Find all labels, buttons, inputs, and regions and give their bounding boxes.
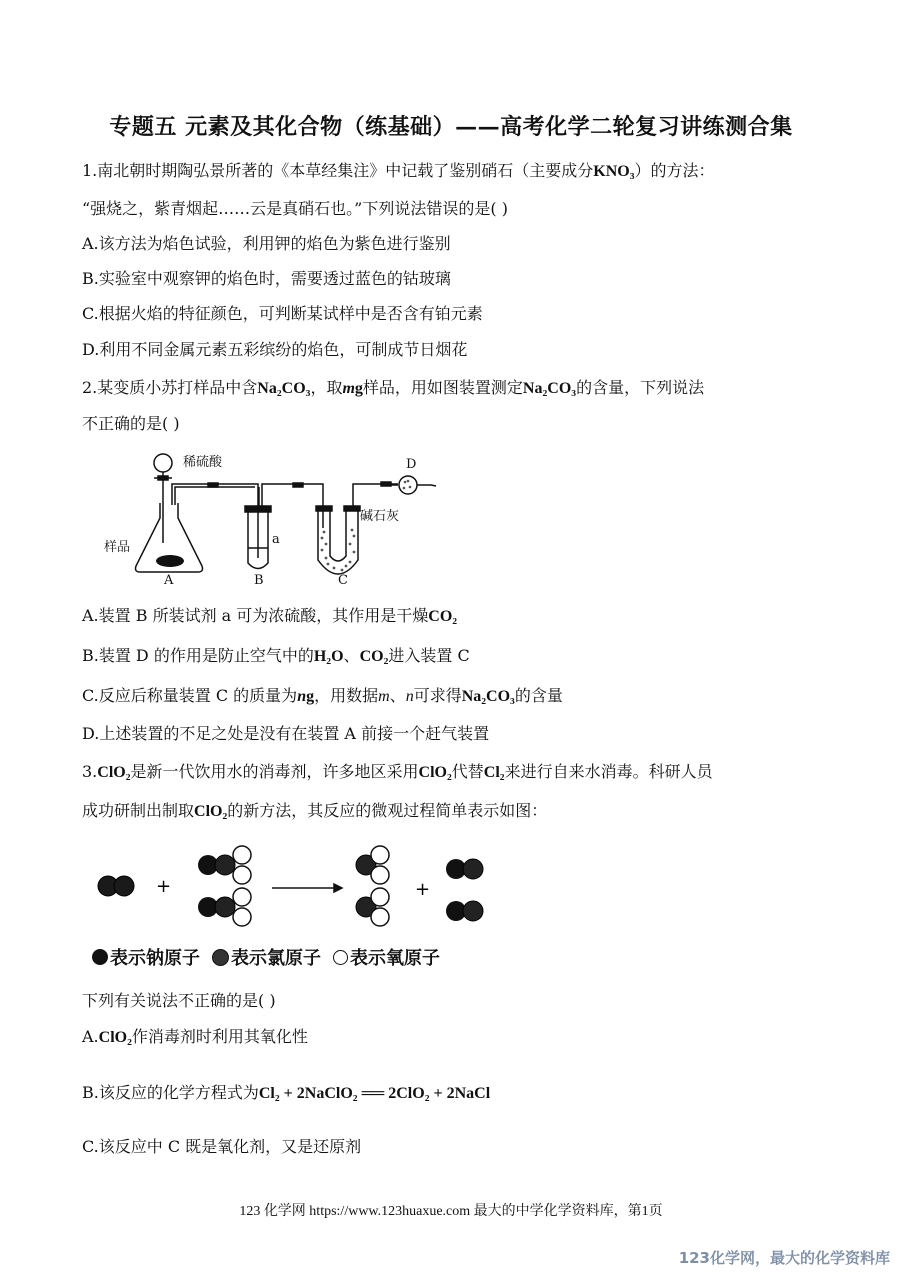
q2-stem-a: 2.某变质小苏打样品中含: [82, 378, 258, 397]
q1-chem-kno3: KNO₃: [593, 163, 635, 180]
legend-chlorine-label: 表示氯原子: [231, 948, 321, 969]
q2-opt-c-text2: ，用数据: [314, 686, 379, 705]
q1-stem-a: 1.南北朝时期陶弘景所著的《本草经集注》中记载了鉴别硝石（主要成分: [82, 161, 594, 180]
label-c: C: [338, 573, 348, 588]
reaction-diagram: [90, 843, 510, 938]
q1-stem-line2: “强烧之，紫青烟起……云是真硝石也。”下列说法错误的是( ): [82, 199, 508, 218]
apparatus-figure: [98, 448, 448, 588]
q3-line2-b: 的新方法，其反应的微观过程简单表示如图：: [227, 801, 548, 820]
reaction-arrow: [272, 884, 342, 892]
sodium-atom-icon: [92, 949, 108, 965]
q3-stem-line1: [82, 759, 713, 782]
u-tube-c: [318, 508, 358, 574]
q3-chem-clo2-2: ClO₂: [418, 764, 452, 781]
product-clo2-molecule-1: [356, 846, 389, 884]
plus-sign-1: +: [156, 876, 172, 897]
q2-stem-line2: 不正确的是( ): [82, 414, 180, 433]
q2-opt-b-text2: 进入装置 C: [388, 646, 470, 665]
tube-c-d: [353, 484, 398, 508]
reactant-naclo2-molecule-1: [198, 846, 251, 884]
q2-opt-c-text4: 的含量: [514, 686, 563, 705]
q3-chem-cl2: Cl₂: [483, 764, 505, 781]
label-b: B: [254, 573, 264, 588]
product-nacl-molecule-2: [446, 901, 483, 921]
q3-chem-clo2-3: ClO₂: [194, 803, 228, 820]
q2-option-a: [82, 603, 457, 626]
q2-option-b: [82, 643, 470, 666]
q3-stem-line2: [82, 798, 547, 821]
atom-legend: [92, 944, 452, 970]
page-title: 专题五 元素及其化合物（练基础）——高考化学二轮复习讲练测合集: [109, 114, 793, 140]
q2-stem-line1: [82, 375, 704, 398]
q2-stem-c: 样品，用如图装置测定: [362, 378, 523, 397]
q3-question: 下列有关说法不正确的是( ): [82, 991, 276, 1010]
q3-equation: Cl₂ + 2NaClO₂ ══ 2ClO₂ + 2NaCl: [258, 1085, 491, 1102]
q3-text-c: 来进行自来水消毒。科研人员: [504, 762, 713, 781]
legend-chlorine: [212, 944, 321, 970]
q2-opt-c-n: n: [405, 688, 414, 705]
q2-opt-c-text: C.反应后称量装置 C 的质量为: [82, 686, 298, 705]
q1-option-a: A.该方法为焰色试验，利用钾的焰色为紫色进行鉴别: [82, 234, 451, 253]
product-nacl-molecule-1: [446, 859, 483, 879]
q2-chem-na2co3-2: Na₂CO₃: [522, 380, 577, 397]
label-sample: 样品: [104, 540, 131, 555]
q2-mass-var: m: [342, 380, 355, 397]
funnel-bulb: [154, 454, 172, 472]
q2-opt-b-h2o: H₂O: [313, 648, 344, 665]
site-watermark: 123化学网，最大的化学资料库: [678, 1249, 890, 1267]
product-clo2-molecule-2: [356, 888, 389, 926]
drying-tube-d: [399, 476, 417, 494]
q3-opt-a-text: 作消毒剂时利用其氧化性: [131, 1027, 308, 1046]
legend-sodium: [92, 944, 200, 970]
tube-a-b: [172, 484, 258, 558]
q2-unit-g: g: [354, 380, 363, 397]
q1-stem-b: ）的方法：: [634, 161, 715, 180]
q3-line2-a: 成功研制出制取: [82, 801, 195, 820]
q2-opt-c-sep: 、: [389, 686, 406, 705]
q3-opt-b-text: B.该反应的化学方程式为: [82, 1083, 259, 1102]
legend-sodium-label: 表示钠原子: [110, 948, 200, 969]
q2-opt-c-chem: Na₂CO₃: [461, 688, 515, 705]
plus-sign-2: +: [415, 879, 431, 900]
q2-opt-b-co2: CO₂: [359, 648, 389, 665]
q3-number: 3.: [82, 762, 98, 781]
q3-option-c: C.该反应中 C 既是氧化剂，又是还原剂: [82, 1137, 362, 1156]
q3-option-b: [82, 1080, 490, 1103]
q3-opt-a-label: A.: [82, 1027, 99, 1046]
q2-opt-c-text3: 可求得: [413, 686, 462, 705]
q2-stem-d: 的含量，下列说法: [576, 378, 705, 397]
label-soda-lime: 碱石灰: [360, 509, 400, 524]
q2-opt-b-text: B.装置 D 的作用是防止空气中的: [82, 646, 314, 665]
page-footer: 123 化学网 https://www.123huaxue.com 最大的中学化学资料库，第1页: [239, 1204, 663, 1219]
q2-option-c: [82, 683, 563, 706]
q3-opt-a-chem: ClO₂: [98, 1029, 132, 1046]
reactant-cl2-molecule: [98, 876, 134, 896]
label-acid: 稀硫酸: [183, 455, 223, 470]
oxygen-atom-icon: [333, 950, 348, 965]
q2-opt-c-unit: g: [306, 688, 315, 705]
reactant-naclo2-molecule-2: [198, 888, 251, 926]
q3-text-b: 代替: [451, 762, 484, 781]
label-a: A: [164, 573, 174, 588]
q3-option-a: [82, 1024, 308, 1047]
q2-opt-c-m: m: [378, 688, 390, 705]
q1-stem-line1: [82, 158, 715, 181]
legend-oxygen-label: 表示氧原子: [350, 948, 440, 969]
q2-opt-a-text: A.装置 B 所装试剂 a 可为浓硫酸，其作用是干燥: [82, 606, 429, 625]
chlorine-atom-icon: [212, 949, 229, 966]
label-d: D: [406, 457, 417, 472]
q2-opt-c-var: n: [297, 688, 307, 705]
q2-opt-a-chem: CO₂: [428, 608, 458, 625]
q2-stem-b: ，取: [310, 378, 343, 397]
q1-option-c: C.根据火焰的特征颜色，可判断某试样中是否含有铂元素: [82, 304, 483, 323]
label-reagent-a: a: [272, 532, 280, 547]
sample-solid: [156, 555, 184, 567]
q1-option-b: B.实验室中观察钾的焰色时，需要透过蓝色的钴玻璃: [82, 269, 451, 288]
legend-oxygen: [333, 944, 440, 970]
q3-chem-clo2: ClO₂: [97, 764, 131, 781]
q3-text-a: 是新一代饮用水的消毒剂，许多地区采用: [130, 762, 419, 781]
q2-option-d: D.上述装置的不足之处是没有在装置 A 前接一个赶气装置: [82, 724, 490, 743]
q2-opt-b-sep: 、: [343, 646, 360, 665]
q1-option-d: D.利用不同金属元素五彩缤纷的焰色，可制成节日烟花: [82, 340, 468, 359]
q2-chem-na2co3: Na₂CO₃: [257, 380, 311, 397]
